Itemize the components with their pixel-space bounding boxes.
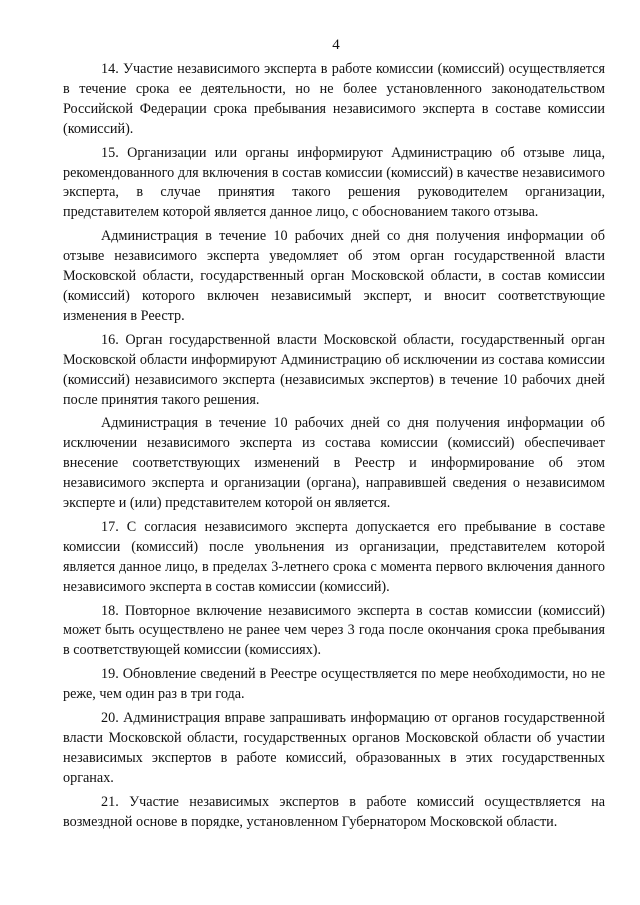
- paragraph-19: 19. Обновление сведений в Реестре осуществляется по мере необходимости, но не реже, чем один раз в три года.: [63, 666, 605, 703]
- paragraph-16: 16. Орган государственной власти Московской области, государственный орган Московской области информируют Администрацию об исключении из состава комиссии (комиссий) независимого эксперта (независимых экспертов) в течение 10 рабочих дней после принятия такого решения.: [63, 331, 605, 408]
- paragraph-18: 18. Повторное включение независимого эксперта в состав комиссии (комиссий) может быть осуществлено не ранее чем через 3 года после окончания срока пребывания в соответствующей комиссии (комиссиях).: [63, 602, 605, 659]
- paragraph-15: 15. Организации или органы информируют Администрацию об отзыве лица, рекомендованного для включения в состав комиссии (комиссий) в качестве независимого эксперта, в случае принятия такого решения руководителем организации, представителем которой является данное лицо, с обоснованием такого отзыва.: [63, 144, 605, 221]
- document-body: [63, 60, 605, 833]
- page-number: 4: [332, 37, 340, 53]
- paragraph-15-administration: Администрация в течение 10 рабочих дней со дня получения информации об отзыве независимого эксперта уведомляет об этом орган государственной власти Московской области, государственный орган Московской области, в состав комиссии (комиссий) которого включен независимый эксперт, и вносит соответствующие изменения в Реестр.: [63, 228, 605, 324]
- paragraph-21: 21. Участие независимых экспертов в работе комиссий осуществляется на возмездной основе в порядке, установленном Губернатором Московской области.: [63, 793, 605, 830]
- paragraph-14: 14. Участие независимого эксперта в работе комиссии (комиссий) осуществляется в течение срока ее деятельности, но не более установленного законодательством Российской Федерации срока пребывания независимого эксперта в составе комиссии (комиссий).: [63, 61, 605, 137]
- paragraph-17: 17. С согласия независимого эксперта допускается его пребывание в составе комиссии (комиссий) после увольнения из организации, представителем которой является данное лицо, в пределах 3-летнего срока с момента первого включения данного независимого эксперта в состав комиссии (комиссий).: [63, 518, 605, 595]
- paragraph-20: 20. Администрация вправе запрашивать информацию от органов государственной власти Московской области, государственных органов Московской области об участии независимых экспертов в работе комиссий, образованных в этих государственных органах.: [63, 710, 605, 786]
- paragraph-16-administration: Администрация в течение 10 рабочих дней со дня получения информации об исключении независимого эксперта из состава комиссии (комиссий) обеспечивает внесение соответствующих изменений в Реестр и информирование об этом независимого эксперта и организации (органа), направившей сведения о независимом эксперте и (или) представителем которой он является.: [63, 415, 605, 512]
